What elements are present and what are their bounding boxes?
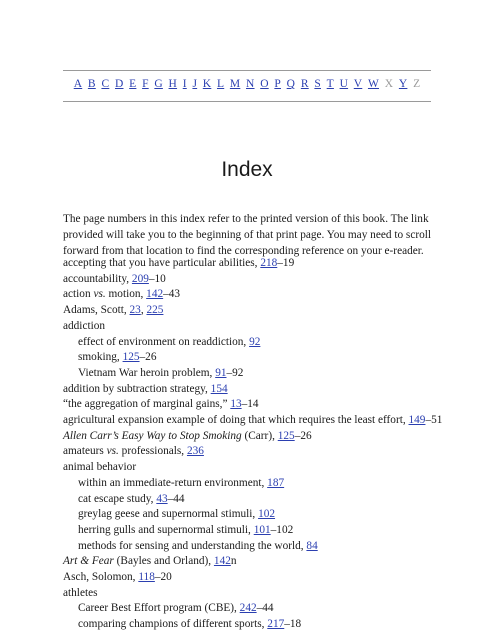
page-link[interactable]: 125 bbox=[277, 429, 295, 442]
entry-text: methods for sensing and understanding the world, bbox=[78, 539, 307, 552]
entry-title: Allen Carr’s Easy Way to Stop Smoking bbox=[63, 429, 242, 442]
alpha-link-a[interactable]: A bbox=[73, 78, 83, 90]
alpha-letter-z: Z bbox=[413, 78, 421, 90]
entry-text: smoking, bbox=[78, 351, 123, 364]
entry-text: (Bayles and Orland), bbox=[113, 555, 214, 568]
index-entries bbox=[63, 256, 443, 633]
entry-text: addition by subtraction strategy, bbox=[63, 382, 211, 395]
entry-text: motion, bbox=[105, 288, 147, 301]
page-link[interactable]: 101 bbox=[253, 523, 271, 536]
entry-text: –44 bbox=[256, 602, 274, 615]
index-entry bbox=[63, 287, 435, 303]
page-link[interactable]: 102 bbox=[258, 508, 276, 521]
entry-text: n bbox=[230, 555, 237, 568]
entry-text: (Carr), bbox=[241, 429, 278, 442]
index-subentry bbox=[63, 601, 435, 617]
bottom-divider bbox=[63, 101, 431, 102]
entry-text: cat escape study, bbox=[78, 492, 157, 505]
index-entry bbox=[63, 397, 435, 413]
entry-text: –51 bbox=[425, 414, 443, 427]
index-entry bbox=[63, 256, 435, 272]
page-link[interactable]: 118 bbox=[138, 571, 155, 584]
index-subentry bbox=[63, 366, 435, 382]
alpha-link-l[interactable]: L bbox=[216, 78, 225, 90]
page-link[interactable]: 13 bbox=[230, 398, 242, 411]
index-subentry bbox=[63, 476, 435, 492]
entry-text: –19 bbox=[277, 257, 295, 269]
index-subentry bbox=[63, 350, 435, 366]
page-link[interactable]: 92 bbox=[249, 335, 261, 348]
alpha-link-i[interactable]: I bbox=[182, 78, 187, 90]
alpha-link-b[interactable]: B bbox=[87, 78, 96, 90]
alpha-link-j[interactable]: J bbox=[192, 78, 198, 90]
index-subentry bbox=[63, 335, 435, 351]
alpha-link-u[interactable]: U bbox=[339, 78, 349, 90]
entry-title: Art & Fear bbox=[63, 555, 114, 568]
entry-text: athletes bbox=[63, 586, 98, 599]
page-link[interactable]: 242 bbox=[239, 602, 257, 615]
entry-text: animal behavior bbox=[63, 461, 137, 474]
entry-text: Career Best Effort program (CBE), bbox=[78, 602, 240, 615]
index-entry bbox=[63, 444, 435, 460]
entry-text: Asch, Solomon, bbox=[63, 571, 139, 584]
index-entry bbox=[63, 554, 435, 570]
entry-text: professionals, bbox=[118, 445, 187, 458]
entry-text: action bbox=[63, 288, 94, 301]
entry-text: addiction bbox=[63, 319, 106, 332]
entry-text: –18 bbox=[284, 618, 302, 631]
page-link[interactable]: 154 bbox=[210, 382, 228, 395]
entry-text: accountability, bbox=[63, 272, 132, 285]
entry-text: amateurs bbox=[63, 445, 107, 458]
alpha-link-c[interactable]: C bbox=[101, 78, 110, 90]
alpha-link-k[interactable]: K bbox=[202, 78, 212, 90]
index-entry bbox=[63, 319, 435, 335]
entry-text: “the aggregation of marginal gains,” bbox=[63, 398, 231, 411]
page-link[interactable]: 187 bbox=[267, 476, 285, 489]
alpha-letter-x: X bbox=[384, 78, 394, 90]
index-entry bbox=[63, 272, 435, 288]
index-subentry bbox=[63, 523, 435, 539]
page-link[interactable]: 142 bbox=[213, 555, 231, 568]
entry-text: comparing champions of different sports, bbox=[78, 618, 268, 631]
page-link[interactable]: 225 bbox=[146, 304, 164, 317]
entry-text: –10 bbox=[148, 272, 166, 285]
alpha-link-f[interactable]: F bbox=[142, 78, 149, 90]
index-entry bbox=[63, 429, 435, 445]
index-subentry bbox=[63, 492, 435, 508]
page-link[interactable]: 236 bbox=[186, 445, 204, 458]
alpha-link-r[interactable]: R bbox=[300, 78, 309, 90]
entry-text: agricultural expansion example of doing that which requires the least effort, bbox=[63, 414, 409, 427]
page-link[interactable]: 84 bbox=[306, 539, 318, 552]
page-link[interactable]: 43 bbox=[156, 492, 168, 505]
entry-text: –26 bbox=[294, 429, 312, 442]
alpha-link-q[interactable]: Q bbox=[286, 78, 296, 90]
entry-text: herring gulls and supernormal stimuli, bbox=[78, 523, 254, 536]
alpha-link-h[interactable]: H bbox=[168, 78, 178, 90]
alpha-link-w[interactable]: W bbox=[367, 78, 380, 90]
page-link[interactable]: 91 bbox=[215, 366, 227, 379]
alpha-link-o[interactable]: O bbox=[260, 78, 269, 90]
alpha-link-g[interactable]: G bbox=[154, 78, 163, 90]
index-entry bbox=[63, 303, 435, 319]
alpha-link-e[interactable]: E bbox=[129, 78, 137, 90]
alpha-link-y[interactable]: Y bbox=[398, 78, 408, 90]
entry-text: –14 bbox=[241, 398, 259, 411]
entry-text: accepting that you have particular abilities, bbox=[63, 257, 261, 269]
entry-text: –102 bbox=[270, 523, 294, 536]
alpha-link-t[interactable]: T bbox=[326, 78, 334, 90]
index-intro: The page numbers in this index refer to the printed version of this book. The link provided will take you to the beginning of that print page. You may need to scroll forward from that location to find the corresponding reference on your e-reader. bbox=[63, 213, 432, 257]
page-title: Index bbox=[221, 158, 273, 181]
page-link[interactable]: 23 bbox=[129, 304, 141, 317]
page-link[interactable]: 217 bbox=[267, 618, 285, 631]
page-link[interactable]: 125 bbox=[122, 351, 140, 364]
entry-italic: vs. bbox=[106, 445, 119, 458]
index-subentry bbox=[63, 507, 435, 523]
entry-text: Adams, Scott, bbox=[63, 304, 130, 317]
index-subentry bbox=[63, 539, 435, 555]
page-link[interactable]: 209 bbox=[131, 272, 149, 285]
alpha-link-s[interactable]: S bbox=[314, 78, 321, 90]
entry-text: –26 bbox=[139, 351, 157, 364]
entry-italic: vs. bbox=[93, 288, 106, 301]
entry-text: effect of environment on readdiction, bbox=[78, 335, 250, 348]
index-entry bbox=[63, 460, 435, 476]
index-entry bbox=[63, 413, 443, 429]
alpha-link-v[interactable]: V bbox=[353, 78, 363, 90]
entry-text: within an immediate-return environment, bbox=[78, 476, 268, 489]
alphabet-nav bbox=[63, 78, 431, 90]
entry-text: greylag geese and supernormal stimuli, bbox=[78, 508, 259, 521]
entry-text: Vietnam War heroin problem, bbox=[78, 366, 216, 379]
entry-text: –20 bbox=[154, 571, 172, 584]
page-link[interactable]: 218 bbox=[260, 257, 278, 269]
alpha-link-m[interactable]: M bbox=[229, 78, 241, 90]
index-entry bbox=[63, 570, 435, 586]
page-link[interactable]: 142 bbox=[146, 288, 164, 301]
entry-text: –43 bbox=[163, 288, 181, 301]
top-divider bbox=[63, 70, 431, 71]
index-subentry bbox=[63, 617, 435, 633]
page-link[interactable]: 149 bbox=[408, 414, 426, 427]
alpha-link-p[interactable]: P bbox=[274, 78, 281, 90]
entry-text: –44 bbox=[167, 492, 185, 505]
index-entry bbox=[63, 586, 435, 602]
index-entry bbox=[63, 382, 435, 398]
alpha-link-d[interactable]: D bbox=[114, 78, 124, 90]
entry-text: –92 bbox=[226, 366, 244, 379]
entry-text: , bbox=[140, 304, 147, 317]
alpha-link-n[interactable]: N bbox=[246, 78, 255, 90]
